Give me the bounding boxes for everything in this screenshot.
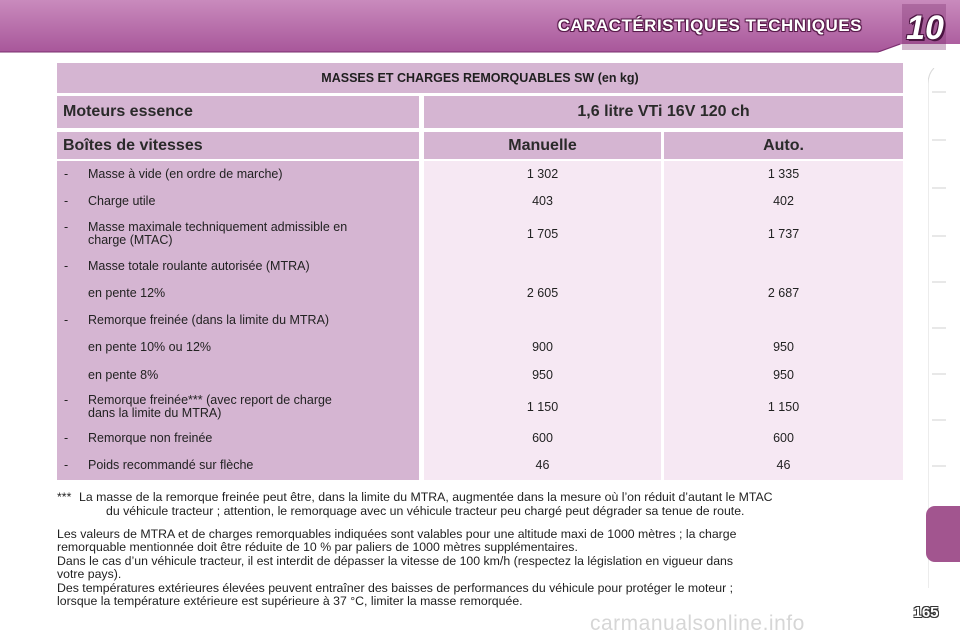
row-label-text: Masse à vide (en ordre de marche) xyxy=(88,167,283,181)
row-dash: - xyxy=(64,431,69,445)
manual-value: 900 xyxy=(532,340,553,354)
footnote-line-2: du véhicule tracteur ; attention, le remorquage avec un véhicule tracteur peu chargé peut dégrader sa tenue de route. xyxy=(106,503,745,518)
chapter-title: CARACTÉRISTIQUES TECHNIQUES xyxy=(557,16,862,35)
footnote-marker: *** xyxy=(57,490,72,504)
table-label-column xyxy=(57,161,419,480)
auto-value: 402 xyxy=(773,194,794,208)
notes-line: remorquable mentionnée doit être réduite de 10 % par paliers de 1000 mètres supplémentaires. xyxy=(57,540,578,555)
row-dash: - xyxy=(64,458,69,472)
manual-value: 600 xyxy=(532,431,553,445)
manual-value: 1 302 xyxy=(526,167,559,181)
row-dash: - xyxy=(64,167,69,181)
row-label-text: en pente 10% ou 12% xyxy=(88,340,212,354)
row-dash: - xyxy=(64,194,69,208)
table-manual-column xyxy=(424,161,661,480)
engine-label-cell: Moteurs essence xyxy=(57,96,419,128)
gearbox-auto-header: Auto. xyxy=(664,132,903,159)
row-dash: - xyxy=(64,220,69,234)
page-number: 165 xyxy=(913,604,939,621)
manual-value: 46 xyxy=(535,458,550,472)
notes-paragraph xyxy=(57,528,904,608)
auto-value: 46 xyxy=(776,458,791,472)
gearbox-manual-header: Manuelle xyxy=(424,132,661,159)
manual-value: 1 150 xyxy=(526,400,559,414)
table-caption: MASSES ET CHARGES REMORQUABLES SW (en kg) xyxy=(57,63,903,93)
row-label-text: Charge utile xyxy=(88,194,156,208)
row-label-text: Remorque non freinée xyxy=(88,431,213,445)
manual-value: 2 605 xyxy=(526,286,559,300)
notes-line: Des températures extérieures élevées peuvent entraîner des baisses de performances du véhicule pour protéger le moteur ; xyxy=(57,580,734,595)
row-label-text: Remorque freinée*** (avec report de charge xyxy=(88,393,332,407)
table-auto-column xyxy=(664,161,903,480)
auto-value: 2 687 xyxy=(767,286,800,300)
engine-value-cell: 1,6 litre VTi 16V 120 ch xyxy=(424,96,903,128)
row-label-text: en pente 8% xyxy=(88,368,159,382)
row-label-text-cont: charge (MTAC) xyxy=(88,233,173,247)
auto-value: 1 150 xyxy=(767,400,800,414)
row-dash: - xyxy=(64,393,69,407)
active-section-tab[interactable] xyxy=(926,506,960,562)
row-label-text: Masse totale roulante autorisée (MTRA) xyxy=(88,259,310,273)
manual-value: 403 xyxy=(532,194,553,208)
row-dash: - xyxy=(64,313,69,327)
footnote-line-1: La masse de la remorque freinée peut être, dans la limite du MTRA, augmentée dans la mesure où l’on réduit d’autant le MTAC xyxy=(79,490,773,504)
notes-line: lorsque la température extérieure est supérieure à 37 °C, limiter la masse remorquée. xyxy=(57,594,523,609)
auto-value: 600 xyxy=(773,431,794,445)
gearbox-label-cell: Boîtes de vitesses xyxy=(57,132,419,159)
manual-value: 1 705 xyxy=(526,227,559,241)
row-label-text-cont: dans la limite du MTRA) xyxy=(88,406,222,420)
auto-value: 1 737 xyxy=(767,227,800,241)
chapter-number-badge: 10 xyxy=(906,9,944,47)
manual-value: 950 xyxy=(532,368,553,382)
row-label-text: Remorque freinée (dans la limite du MTRA) xyxy=(88,313,330,327)
notes-line: Les valeurs de MTRA et de charges remorquables indiquées sont valables pour une altitude maxi de 1000 mètres ; la charge xyxy=(57,527,737,541)
row-label-text: Masse maximale techniquement admissible en xyxy=(88,220,348,234)
notes-line: Dans le cas d’un véhicule tracteur, il est interdit de dépasser la vitesse de 100 km/h (respectez la législation en vigueur dans xyxy=(57,553,734,568)
auto-value: 950 xyxy=(773,340,794,354)
row-label-text: en pente 12% xyxy=(88,286,166,300)
row-dash: - xyxy=(64,259,69,273)
auto-value: 1 335 xyxy=(767,167,800,181)
auto-value: 950 xyxy=(773,368,794,382)
notes-line: votre pays). xyxy=(57,567,122,582)
watermark: carmanualsonline.info xyxy=(590,612,805,635)
row-label-text: Poids recommandé sur flèche xyxy=(88,458,254,472)
